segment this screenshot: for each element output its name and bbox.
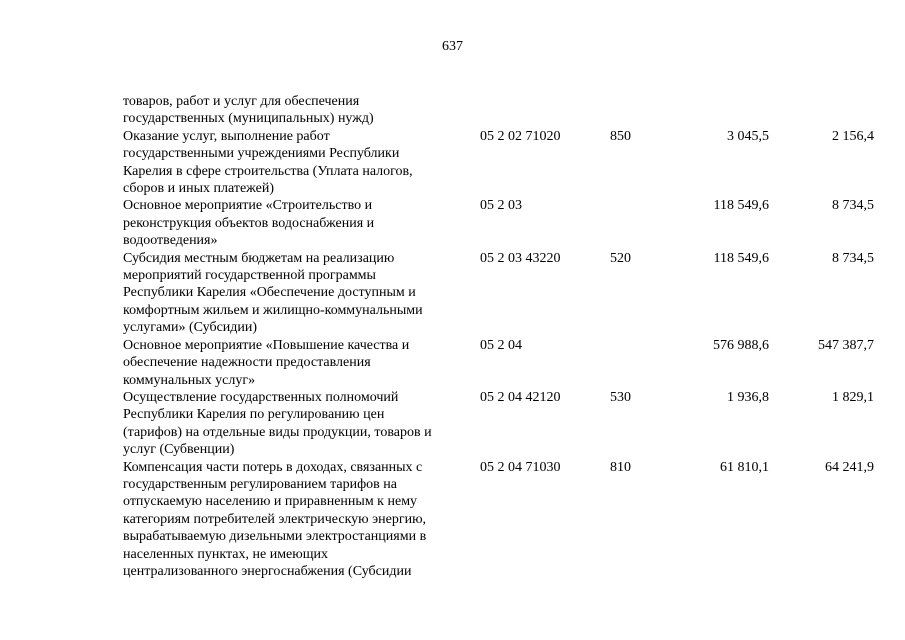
row-name-line: Оказание услуг, выполнение работ	[123, 128, 330, 144]
row-value-2: 8 734,5	[832, 198, 874, 214]
row-value-2: 1 829,1	[832, 389, 874, 405]
row-value-2: 547 387,7	[818, 337, 874, 353]
row-name	[123, 93, 468, 128]
page-number: 637	[442, 39, 463, 54]
row-name	[123, 197, 468, 249]
row-name-line: услугами» (Субсидии)	[123, 320, 258, 336]
table-row	[0, 459, 905, 581]
row-name	[123, 389, 468, 459]
row-name-line: централизованного энергоснабжения (Субсидии	[123, 563, 412, 579]
row-value-1: 118 549,6	[713, 250, 769, 266]
row-value-2: 8 734,5	[832, 250, 874, 266]
row-name-line: государственными учреждениями Республики	[123, 146, 400, 162]
row-name-line: услуг (Субвенции)	[123, 442, 235, 458]
row-name	[123, 250, 468, 337]
row-expense-type: 850	[610, 128, 631, 144]
row-name-line: (тарифов) на отдельные виды продукции, товаров и	[123, 424, 432, 440]
row-code: 05 2 03	[480, 198, 522, 214]
row-name-line: сборов и иных платежей)	[123, 181, 275, 197]
row-name-line: комфортным жильем и жилищно-коммунальными	[123, 302, 423, 318]
row-code: 05 2 04 71030	[480, 459, 561, 475]
row-code: 05 2 03 43220	[480, 250, 561, 266]
row-code: 05 2 04 42120	[480, 389, 561, 405]
row-name	[123, 128, 468, 198]
row-name-line: государственным регулированием тарифов на	[123, 476, 397, 492]
row-name-line: обеспечение надежности предоставления	[123, 355, 371, 371]
row-value-1: 1 936,8	[727, 389, 769, 405]
row-value-1: 118 549,6	[713, 198, 769, 214]
row-name-line: вырабатываемую дизельными электростанциями в	[123, 529, 427, 545]
row-value-1: 576 988,6	[713, 337, 769, 353]
table-row	[0, 128, 905, 198]
budget-table	[0, 93, 905, 580]
row-name-line: населенных пунктах, не имеющих	[123, 546, 329, 562]
row-name-line: Осуществление государственных полномочий	[123, 389, 399, 405]
table-row	[0, 389, 905, 459]
row-name-line: Республики Карелия «Обеспечение доступным и	[123, 285, 416, 301]
row-name-line: мероприятий государственной программы	[123, 268, 376, 284]
table-row	[0, 337, 905, 389]
row-name-line: Карелия в сфере строительства (Уплата налогов,	[123, 163, 413, 179]
row-name-line: категориям потребителей электрическую энергию,	[123, 511, 427, 527]
table-row	[0, 250, 905, 337]
row-expense-type: 810	[610, 459, 631, 475]
row-name-line: коммунальных услуг»	[123, 372, 256, 388]
row-name-line: Субсидия местным бюджетам на реализацию	[123, 250, 395, 266]
row-expense-type: 520	[610, 250, 631, 266]
row-value-2: 2 156,4	[832, 128, 874, 144]
row-name-line: отпускаемую населению и приравненным к нему	[123, 494, 418, 510]
row-name-line: реконструкция объектов водоснабжения и	[123, 215, 375, 231]
row-name	[123, 459, 468, 581]
table-row	[0, 197, 905, 249]
row-name-line: Компенсация части потерь в доходах, связанных с	[123, 459, 423, 475]
row-name-line: водоотведения»	[123, 233, 218, 249]
row-value-1: 3 045,5	[727, 128, 769, 144]
row-name-line: товаров, работ и услуг для обеспечения	[123, 94, 360, 109]
row-code: 05 2 02 71020	[480, 128, 561, 144]
row-name-line: государственных (муниципальных) нужд)	[123, 111, 374, 127]
row-name	[123, 337, 468, 389]
row-value-1: 61 810,1	[720, 459, 769, 475]
row-name-line: Республики Карелия по регулированию цен	[123, 407, 385, 423]
row-value-2: 64 241,9	[825, 459, 874, 475]
row-code: 05 2 04	[480, 337, 522, 353]
row-name-line: Основное мероприятие «Повышение качества и	[123, 337, 410, 353]
row-name-line: Основное мероприятие «Строительство и	[123, 198, 373, 214]
table-row	[0, 93, 905, 128]
row-expense-type: 530	[610, 389, 631, 405]
